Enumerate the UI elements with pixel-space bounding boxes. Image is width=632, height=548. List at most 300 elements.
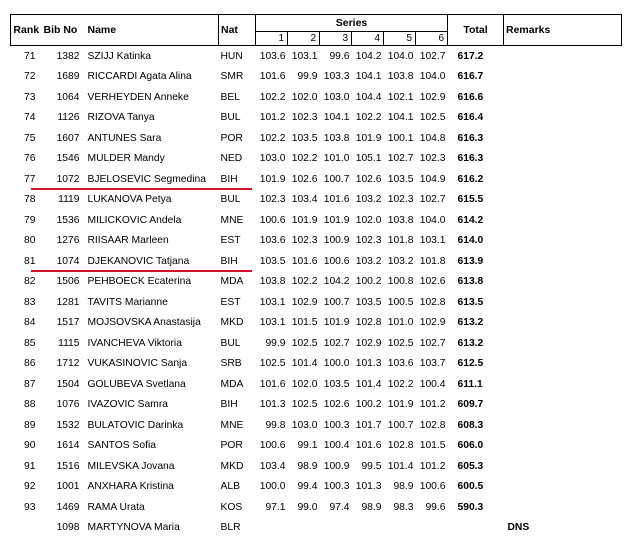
series-6-cell: 104.0 xyxy=(419,71,446,83)
series-5-cell: 102.3 xyxy=(387,194,414,206)
nat-cell: SRB xyxy=(220,358,242,370)
series-6-cell: 100.4 xyxy=(419,378,446,390)
series-4-cell: 100.2 xyxy=(355,399,382,411)
series-4-cell: 102.0 xyxy=(355,214,382,226)
table-row xyxy=(11,313,622,334)
table-header xyxy=(11,15,622,46)
name-cell: TAVITS Marianne xyxy=(87,296,168,308)
rank-cell: 76 xyxy=(24,153,36,165)
series-3-cell: 103.3 xyxy=(323,71,350,83)
series-2-cell: 103.5 xyxy=(291,132,318,144)
remarks-cell xyxy=(504,46,622,67)
total-cell: 617.2 xyxy=(457,50,484,62)
bib-cell: 1689 xyxy=(56,71,80,83)
remarks-cell xyxy=(504,395,622,416)
name-cell: MILICKOVIC Andela xyxy=(87,214,182,226)
series-3-cell: 99.6 xyxy=(329,50,350,62)
name-cell: RICCARDI Agata Alina xyxy=(87,71,192,83)
rank-cell: 91 xyxy=(24,460,36,472)
name-cell: VUKASINOVIC Sanja xyxy=(87,358,188,370)
remarks-cell xyxy=(504,292,622,313)
series-3-cell: 102.6 xyxy=(323,399,350,411)
name-cell: IVANCHEVA Viktoria xyxy=(87,337,182,349)
nat-cell: NED xyxy=(220,153,243,165)
bib-cell: 1607 xyxy=(56,132,80,144)
table-row xyxy=(11,149,622,170)
total-cell: 616.3 xyxy=(457,132,484,144)
series-5-cell: 103.8 xyxy=(387,214,414,226)
name-cell: GOLUBEVA Svetlana xyxy=(87,378,186,390)
nat-cell: EST xyxy=(220,235,241,247)
series-2-cell: 102.2 xyxy=(291,276,318,288)
series-4-cell: 101.9 xyxy=(355,132,382,144)
total-cell: 613.5 xyxy=(457,296,484,308)
series-6-cell: 102.3 xyxy=(419,153,446,165)
table-row xyxy=(11,108,622,129)
series-4-cell: 103.5 xyxy=(355,296,382,308)
series-3-cell: 100.0 xyxy=(323,358,350,370)
remarks-cell: DNS xyxy=(507,522,530,534)
nat-cell: BUL xyxy=(220,194,241,206)
rank-cell: 92 xyxy=(24,481,36,493)
total-cell: 616.4 xyxy=(457,112,484,124)
nat-cell: MKD xyxy=(220,317,244,329)
total-cell: 606.0 xyxy=(457,440,484,452)
series-4-cell: 102.3 xyxy=(355,235,382,247)
series-3-cell: 100.9 xyxy=(323,235,350,247)
bib-cell: 1072 xyxy=(56,173,80,185)
total-cell: 590.3 xyxy=(457,501,484,513)
nat-cell: KOS xyxy=(220,501,243,513)
series-1-cell: 101.2 xyxy=(259,112,286,124)
series-2-cell: 102.0 xyxy=(291,91,318,103)
bib-cell: 1119 xyxy=(58,194,80,206)
series-6-cell: 102.7 xyxy=(419,194,446,206)
nat-cell: BIH xyxy=(220,173,238,185)
bib-cell: 1281 xyxy=(56,296,80,308)
bib-cell: 1506 xyxy=(56,276,80,288)
series-5-cell: 101.9 xyxy=(387,399,414,411)
header-series-6: 6 xyxy=(416,32,448,46)
series-1-cell: 100.6 xyxy=(259,440,286,452)
series-3-cell: 104.1 xyxy=(323,112,350,124)
total-cell: 612.5 xyxy=(457,358,484,370)
series-3-cell: 103.8 xyxy=(323,132,350,144)
table-row xyxy=(11,169,622,190)
series-6-cell: 102.7 xyxy=(419,337,446,349)
bib-cell: 1074 xyxy=(56,255,80,267)
remarks-cell xyxy=(504,231,622,252)
series-3-cell: 101.9 xyxy=(323,317,350,329)
series-5-cell xyxy=(384,518,416,539)
series-2-cell: 102.9 xyxy=(291,296,318,308)
series-4-cell xyxy=(352,518,384,539)
header-series-1: 1 xyxy=(256,32,288,46)
series-4-cell: 100.2 xyxy=(355,276,382,288)
remarks-cell xyxy=(504,313,622,334)
total-cell: 600.5 xyxy=(457,481,484,493)
table-row xyxy=(11,128,622,149)
series-6-cell: 102.5 xyxy=(419,112,446,124)
table-row xyxy=(11,210,622,231)
total-cell: 613.2 xyxy=(457,337,484,349)
header-bib: Bib No xyxy=(42,15,86,46)
bib-cell: 1504 xyxy=(56,378,80,390)
series-2-cell: 103.0 xyxy=(291,419,318,431)
series-6-cell: 104.0 xyxy=(419,214,446,226)
series-3-cell: 101.0 xyxy=(323,153,350,165)
name-cell: VERHEYDEN Anneke xyxy=(87,91,189,103)
remarks-cell xyxy=(504,210,622,231)
table-row xyxy=(11,374,622,395)
highlight-underline xyxy=(31,270,252,272)
series-5-cell: 100.7 xyxy=(387,419,414,431)
rank-cell: 74 xyxy=(24,112,36,124)
rank-cell: 85 xyxy=(24,337,36,349)
series-3-cell: 104.2 xyxy=(323,276,350,288)
results-table xyxy=(10,14,622,538)
remarks-cell xyxy=(504,149,622,170)
name-cell: PEHBOECK Ecaterina xyxy=(87,276,192,288)
nat-cell: BIH xyxy=(220,399,238,411)
rank-cell: 82 xyxy=(24,276,36,288)
series-2-cell: 102.5 xyxy=(291,399,318,411)
name-cell: ANXHARA Kristina xyxy=(87,481,174,493)
bib-cell: 1126 xyxy=(57,112,80,124)
rank-cell xyxy=(11,518,42,539)
nat-cell: EST xyxy=(220,296,241,308)
header-series-4: 4 xyxy=(352,32,384,46)
nat-cell: MKD xyxy=(220,460,244,472)
series-1-cell: 97.1 xyxy=(265,501,286,513)
series-5-cell: 104.0 xyxy=(387,50,414,62)
series-6-cell: 103.7 xyxy=(419,358,446,370)
remarks-cell xyxy=(504,190,622,211)
total-cell: 616.7 xyxy=(457,71,484,83)
table-row xyxy=(11,477,622,498)
total-cell: 605.3 xyxy=(457,460,484,472)
series-1-cell: 101.6 xyxy=(259,71,286,83)
series-4-cell: 104.4 xyxy=(355,91,382,103)
series-2-cell: 99.4 xyxy=(297,481,318,493)
series-5-cell: 102.1 xyxy=(387,91,414,103)
series-4-cell: 104.2 xyxy=(355,50,382,62)
series-1-cell: 101.6 xyxy=(259,378,286,390)
series-2-cell: 101.9 xyxy=(291,214,318,226)
series-3-cell: 102.7 xyxy=(323,337,350,349)
series-4-cell: 101.7 xyxy=(355,419,382,431)
series-4-cell: 102.6 xyxy=(355,173,382,185)
remarks-cell xyxy=(504,354,622,375)
series-4-cell: 102.8 xyxy=(355,317,382,329)
table-row xyxy=(11,67,622,88)
nat-cell: POR xyxy=(220,440,243,452)
total-cell: 613.2 xyxy=(457,317,484,329)
name-cell: BJELOSEVIC Segmedina xyxy=(87,173,206,185)
total-cell: 614.0 xyxy=(457,235,484,247)
nat-cell: BEL xyxy=(220,91,240,103)
remarks-cell xyxy=(504,87,622,108)
table-body xyxy=(11,46,622,539)
rank-cell: 89 xyxy=(24,419,36,431)
rank-cell: 88 xyxy=(24,399,36,411)
nat-cell: MDA xyxy=(220,378,244,390)
bib-cell: 1536 xyxy=(56,214,80,226)
series-5-cell: 101.0 xyxy=(387,317,414,329)
table-row xyxy=(11,415,622,436)
series-6-cell: 104.8 xyxy=(419,132,446,144)
highlight-underline xyxy=(31,188,252,190)
series-1-cell: 102.5 xyxy=(259,358,286,370)
nat-cell: MDA xyxy=(220,276,244,288)
nat-cell: SMR xyxy=(220,71,244,83)
series-6-cell: 99.6 xyxy=(425,501,446,513)
series-6-cell: 102.8 xyxy=(419,296,446,308)
series-4-cell: 101.3 xyxy=(355,358,382,370)
rank-cell: 79 xyxy=(24,214,36,226)
series-3-cell: 100.6 xyxy=(323,255,350,267)
series-5-cell: 100.8 xyxy=(387,276,414,288)
total-cell: 614.2 xyxy=(457,214,484,226)
series-1-cell: 103.1 xyxy=(259,317,286,329)
rank-cell: 86 xyxy=(24,358,36,370)
series-3-cell: 103.0 xyxy=(323,91,350,103)
series-2-cell: 98.9 xyxy=(297,460,318,472)
series-3-cell: 101.6 xyxy=(323,194,350,206)
name-cell: ANTUNES Sara xyxy=(87,132,162,144)
series-5-cell: 100.1 xyxy=(387,132,414,144)
series-6-cell: 102.9 xyxy=(419,91,446,103)
table-row xyxy=(11,436,622,457)
name-cell: MOJSOVSKA Anastasija xyxy=(87,317,201,329)
remarks-cell xyxy=(504,456,622,477)
name-cell: IVAZOVIC Samra xyxy=(87,399,168,411)
series-5-cell: 102.8 xyxy=(387,440,414,452)
header-series: Series xyxy=(256,15,448,32)
name-cell: SZIJJ Katinka xyxy=(87,50,152,62)
series-1-cell: 103.1 xyxy=(259,296,286,308)
nat-cell: POR xyxy=(220,132,243,144)
bib-cell: 1712 xyxy=(56,358,80,370)
remarks-cell xyxy=(504,169,622,190)
rank-cell: 77 xyxy=(24,173,36,185)
series-3-cell: 100.9 xyxy=(323,460,350,472)
series-2-cell: 102.0 xyxy=(291,378,318,390)
series-5-cell: 102.5 xyxy=(387,337,414,349)
table-row xyxy=(11,497,622,518)
series-1-cell: 101.9 xyxy=(259,173,286,185)
nat-cell: BUL xyxy=(220,337,241,349)
table-row xyxy=(11,456,622,477)
table-row xyxy=(11,272,622,293)
header-remarks: Remarks xyxy=(504,15,622,46)
series-1-cell: 103.8 xyxy=(259,276,286,288)
table-row xyxy=(11,190,622,211)
series-2-cell: 103.4 xyxy=(291,194,318,206)
series-5-cell: 98.9 xyxy=(393,481,414,493)
series-1-cell: 100.0 xyxy=(259,481,286,493)
series-2-cell: 99.9 xyxy=(297,71,318,83)
remarks-cell xyxy=(504,67,622,88)
table-row xyxy=(11,46,622,67)
header-nat: Nat xyxy=(219,15,256,46)
series-6-cell: 102.8 xyxy=(419,419,446,431)
series-3-cell: 100.3 xyxy=(323,419,350,431)
series-6-cell: 101.5 xyxy=(419,440,446,452)
series-4-cell: 101.3 xyxy=(355,481,382,493)
series-1-cell: 102.3 xyxy=(259,194,286,206)
table-row xyxy=(11,292,622,313)
total-cell: 615.5 xyxy=(457,194,484,206)
total-cell: 616.3 xyxy=(457,153,484,165)
bib-cell: 1001 xyxy=(56,481,80,493)
bib-cell: 1115 xyxy=(58,337,80,349)
series-3-cell: 103.5 xyxy=(323,378,350,390)
nat-cell: BLR xyxy=(220,522,241,534)
bib-cell: 1276 xyxy=(56,235,80,247)
series-6-cell: 104.9 xyxy=(419,173,446,185)
remarks-cell xyxy=(504,477,622,498)
series-4-cell: 102.2 xyxy=(355,112,382,124)
total-cell: 608.3 xyxy=(457,419,484,431)
table-row xyxy=(11,251,622,272)
header-series-5: 5 xyxy=(384,32,416,46)
series-1-cell: 103.6 xyxy=(259,50,286,62)
rank-cell: 72 xyxy=(24,71,36,83)
series-1-cell: 103.0 xyxy=(259,153,286,165)
bib-cell: 1516 xyxy=(56,460,80,472)
header-total: Total xyxy=(448,15,504,46)
name-cell: RAMA Urata xyxy=(87,501,145,513)
table-row xyxy=(11,354,622,375)
rank-cell: 84 xyxy=(24,317,36,329)
series-3-cell: 100.3 xyxy=(323,481,350,493)
series-2-cell: 102.3 xyxy=(291,112,318,124)
table-row xyxy=(11,87,622,108)
rank-cell: 73 xyxy=(24,91,36,103)
rank-cell: 80 xyxy=(24,235,36,247)
series-4-cell: 103.2 xyxy=(355,255,382,267)
remarks-cell xyxy=(504,374,622,395)
bib-cell: 1064 xyxy=(56,91,80,103)
series-2-cell: 99.0 xyxy=(297,501,318,513)
nat-cell: MNE xyxy=(220,419,244,431)
remarks-cell xyxy=(504,497,622,518)
series-1-cell: 99.8 xyxy=(265,419,286,431)
rank-cell: 90 xyxy=(24,440,36,452)
series-3-cell: 101.9 xyxy=(323,214,350,226)
name-cell: RIZOVA Tanya xyxy=(87,112,155,124)
header-rank: Rank xyxy=(11,15,42,46)
series-1-cell: 102.2 xyxy=(259,132,286,144)
remarks-cell xyxy=(504,128,622,149)
series-6-cell: 101.8 xyxy=(419,255,446,267)
series-1-cell: 103.4 xyxy=(259,460,286,472)
series-5-cell: 101.4 xyxy=(387,460,414,472)
series-2-cell: 102.3 xyxy=(291,235,318,247)
total-cell: 616.6 xyxy=(457,91,484,103)
nat-cell: MNE xyxy=(220,214,244,226)
remarks-cell xyxy=(504,272,622,293)
rank-cell: 78 xyxy=(24,194,36,206)
series-5-cell: 98.3 xyxy=(393,501,414,513)
series-1-cell xyxy=(256,518,288,539)
rank-cell: 81 xyxy=(24,255,36,267)
total-cell: 613.8 xyxy=(457,276,484,288)
bib-cell: 1614 xyxy=(56,440,80,452)
series-1-cell: 100.6 xyxy=(259,214,286,226)
name-cell: SANTOS Sofia xyxy=(87,440,156,452)
series-1-cell: 101.3 xyxy=(259,399,286,411)
remarks-cell xyxy=(504,108,622,129)
series-3-cell: 100.4 xyxy=(323,440,350,452)
series-2-cell: 102.2 xyxy=(291,153,318,165)
series-1-cell: 99.9 xyxy=(265,337,286,349)
table-row xyxy=(11,231,622,252)
remarks-cell xyxy=(504,251,622,272)
rank-cell: 87 xyxy=(24,378,36,390)
name-cell: BULATOVIC Darinka xyxy=(87,419,184,431)
rank-cell: 71 xyxy=(24,50,36,62)
series-3-cell: 100.7 xyxy=(323,173,350,185)
table-row xyxy=(11,395,622,416)
series-2-cell: 101.5 xyxy=(291,317,318,329)
total-cell: 613.9 xyxy=(457,255,484,267)
series-5-cell: 103.6 xyxy=(387,358,414,370)
bib-cell: 1517 xyxy=(56,317,80,329)
bib-cell: 1098 xyxy=(56,522,80,534)
series-5-cell: 103.2 xyxy=(387,255,414,267)
series-5-cell: 103.8 xyxy=(387,71,414,83)
remarks-cell xyxy=(504,333,622,354)
name-cell: MARTYNOVA Maria xyxy=(87,522,180,534)
series-6-cell: 102.6 xyxy=(419,276,446,288)
nat-cell: BIH xyxy=(220,255,238,267)
table-row xyxy=(11,518,622,539)
series-1-cell: 103.6 xyxy=(259,235,286,247)
series-4-cell: 98.9 xyxy=(361,501,382,513)
name-cell: RIISAAR Marleen xyxy=(87,235,169,247)
name-cell: DJEKANOVIC Tatjana xyxy=(87,255,190,267)
series-2-cell: 99.1 xyxy=(297,440,318,452)
series-4-cell: 101.6 xyxy=(355,440,382,452)
series-6-cell: 101.2 xyxy=(419,460,446,472)
series-5-cell: 103.5 xyxy=(387,173,414,185)
series-2-cell: 101.4 xyxy=(291,358,318,370)
series-6-cell: 100.6 xyxy=(419,481,446,493)
nat-cell: ALB xyxy=(220,481,240,493)
series-4-cell: 101.4 xyxy=(355,378,382,390)
header-series-2: 2 xyxy=(288,32,320,46)
name-cell: MILEVSKA Jovana xyxy=(87,460,175,472)
series-5-cell: 104.1 xyxy=(387,112,414,124)
header-name: Name xyxy=(86,15,219,46)
nat-cell: BUL xyxy=(220,112,241,124)
header-series-3: 3 xyxy=(320,32,352,46)
series-6-cell: 101.2 xyxy=(419,399,446,411)
bib-cell: 1382 xyxy=(56,50,80,62)
series-5-cell: 102.7 xyxy=(387,153,414,165)
series-1-cell: 102.2 xyxy=(259,91,286,103)
series-6-cell: 102.9 xyxy=(419,317,446,329)
nat-cell: HUN xyxy=(220,50,243,62)
series-2-cell: 103.1 xyxy=(291,50,318,62)
remarks-cell xyxy=(504,436,622,457)
series-4-cell: 104.1 xyxy=(355,71,382,83)
name-cell: MULDER Mandy xyxy=(87,153,165,165)
bib-cell: 1546 xyxy=(56,153,80,165)
series-4-cell: 99.5 xyxy=(361,460,382,472)
